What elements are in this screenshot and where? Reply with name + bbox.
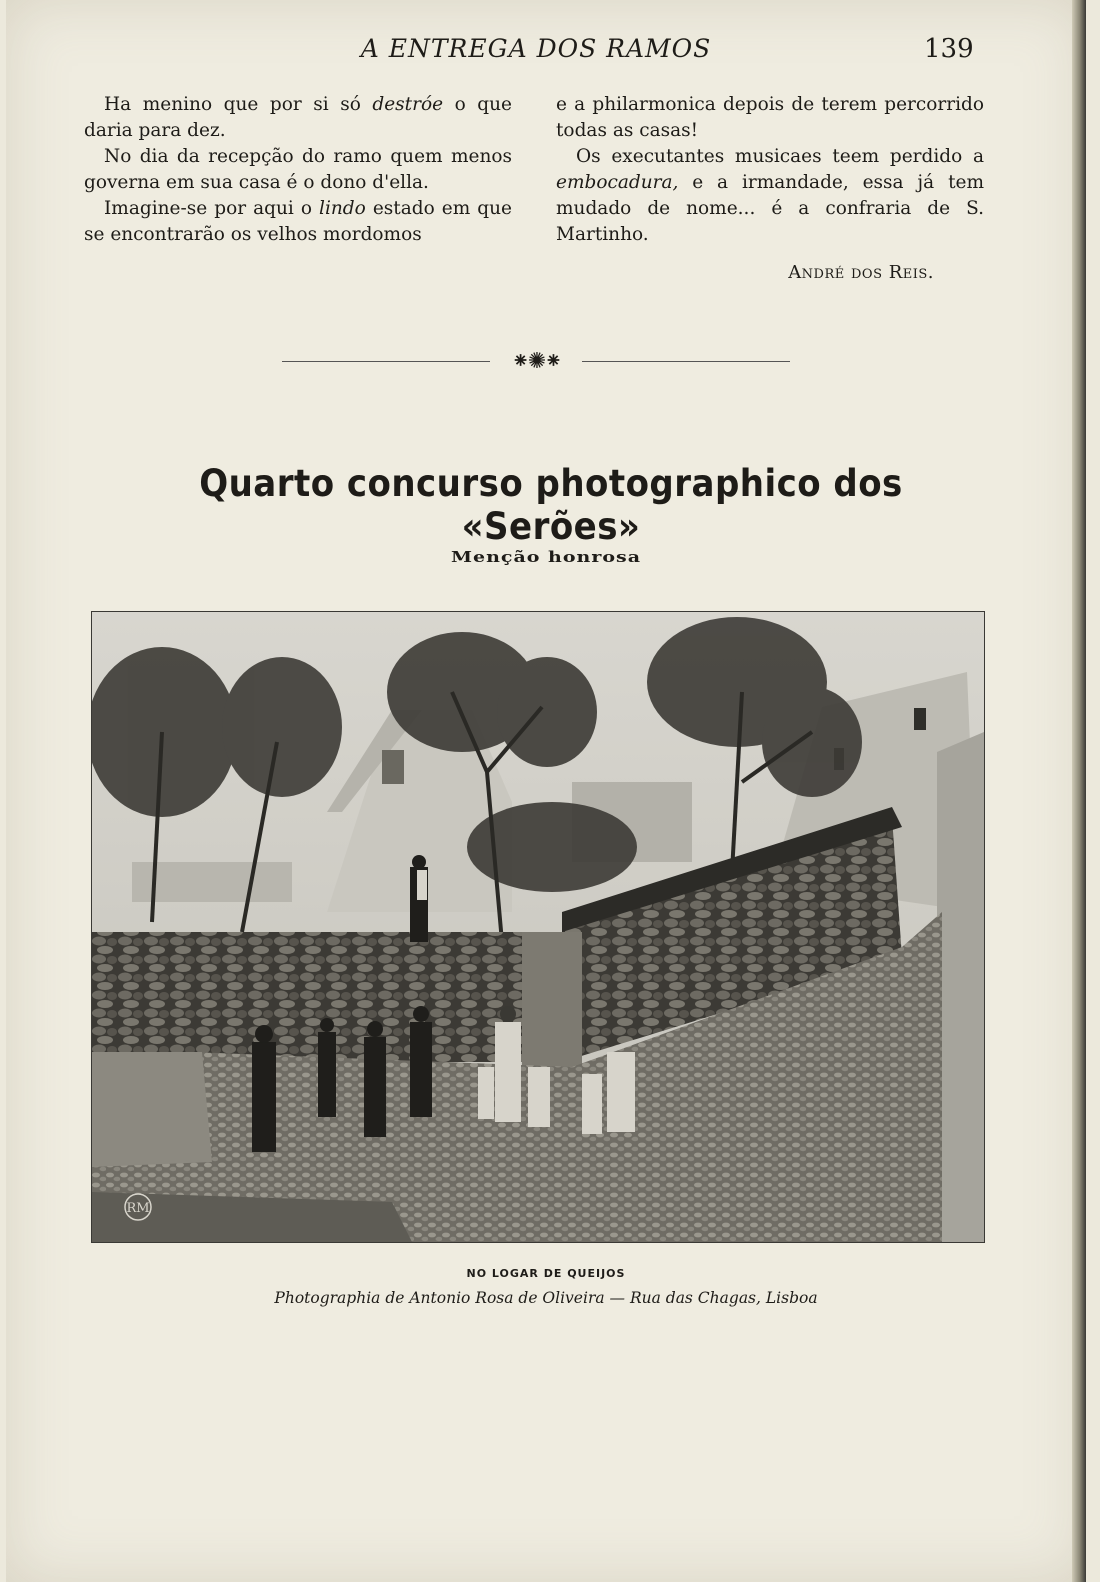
photograph-illustration: [92, 612, 984, 1242]
paragraph: Ha menino que por si só destróe o que daria para dez.: [84, 94, 512, 141]
paragraph: Imagine-se por aqui o lindo estado em que se encontrarão os velhos mordomos: [84, 198, 512, 245]
page: [6, 0, 1086, 1582]
photographer-monogram: RM: [126, 1201, 150, 1216]
contest-subtitle: Menção honrosa: [450, 548, 642, 566]
running-head: A ENTREGA DOS RAMOS: [360, 34, 712, 63]
photo-caption: NO LOGAR DE QUEIJOS: [466, 1267, 626, 1280]
article-right-column: [556, 92, 984, 286]
page-edge: [1072, 0, 1086, 1582]
photo-credit: Photographia de Antonio Rosa de Oliveira — Rua das Chagas, Lisboa: [274, 1289, 818, 1307]
page-number: 139: [924, 34, 974, 64]
paragraph: Os executantes musicaes teem perdido a embocadura, e a irmandade, essa já tem mudado de nome... é a confraria de S. Martinho.: [556, 146, 984, 245]
section-divider: [282, 346, 790, 378]
author-signature: André dos Reis.: [788, 262, 934, 283]
paragraph: No dia da recepção do ramo quem menos governa em sua casa é o dono d'ella.: [84, 146, 512, 193]
article-left-column: [84, 92, 512, 248]
contest-title: Quarto concurso photographico dos «Serões»: [199, 462, 903, 548]
divider-line: [582, 361, 790, 362]
photograph: [91, 611, 985, 1243]
ornament-icon: ⁕✺⁕: [511, 349, 561, 374]
divider-line: [282, 361, 490, 362]
paragraph: e a philarmonica depois de terem percorrido todas as casas!: [556, 94, 984, 141]
